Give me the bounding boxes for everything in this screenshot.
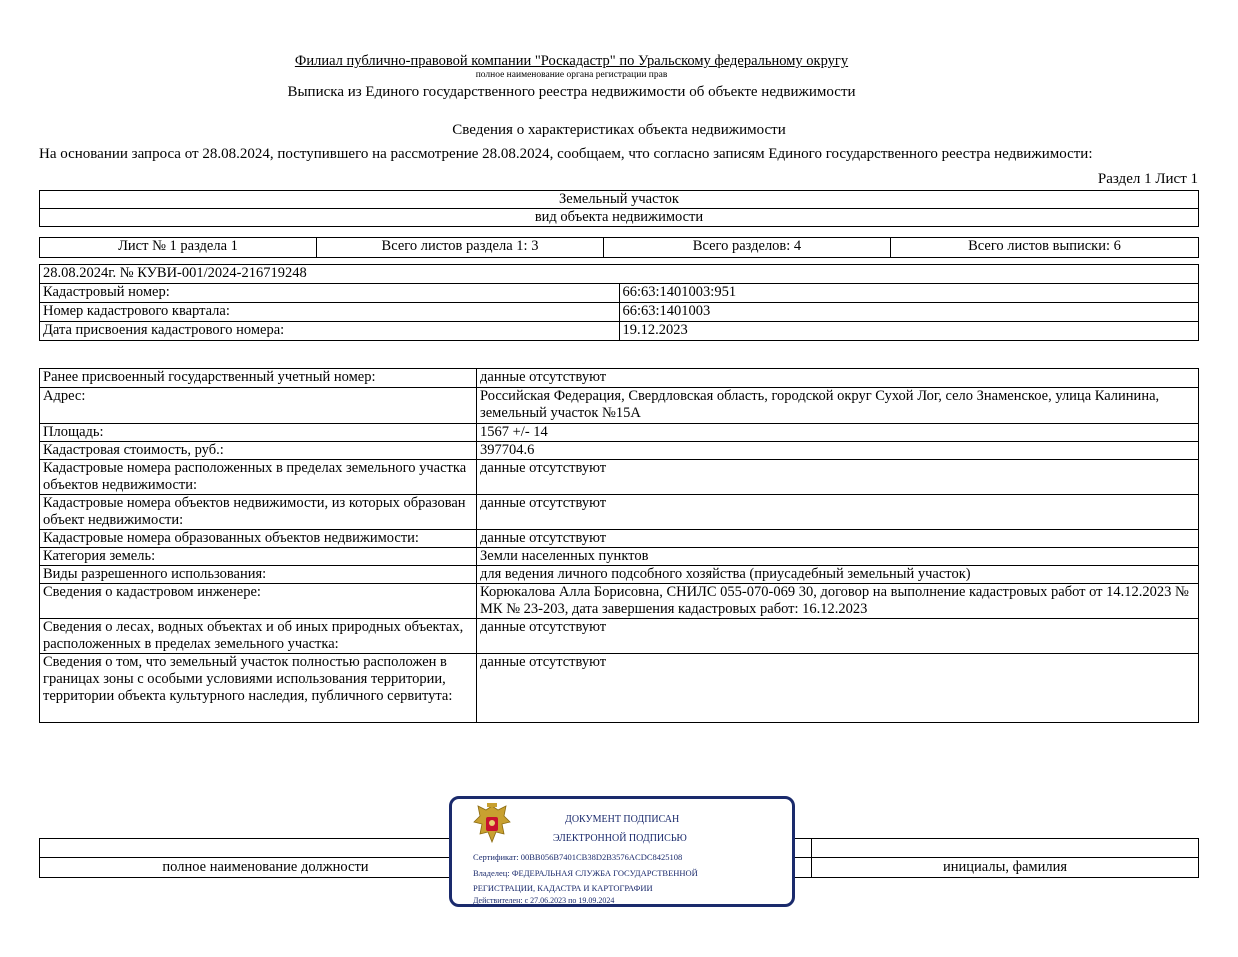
row-label: Сведения о кадастровом инженере:: [40, 584, 477, 619]
doc-title: Выписка из Единого государственного реестра недвижимости об объекте недвижимости: [287, 84, 856, 100]
row-value: Корюкалова Алла Борисовна, СНИЛС 055-070-069 30, договор на выполнение кадастровых работ от 14.12.2023 № МК № 23-203, дата завершения кадастровых работ: 16.12.2023: [477, 584, 1199, 619]
coat-of-arms-icon: [472, 802, 512, 846]
table-row: [40, 548, 1199, 566]
position-cell: [40, 839, 492, 858]
stamp-certificate: Сертификат: 00BB056B7401CB38D2B3576ACDC8425108: [473, 852, 683, 862]
stamp-line1: ДОКУМЕНТ ПОДПИСАН: [565, 814, 680, 825]
section-title: Сведения о характеристиках объекта недвижимости: [452, 122, 786, 138]
stamp-valid: Действителен: с 27.06.2023 по 19.09.2024: [473, 896, 615, 905]
table-row: [40, 424, 1199, 442]
row-value: 66:63:1401003: [619, 303, 1199, 322]
total-sections: Всего разделов: 4: [604, 238, 891, 258]
row-label: Кадастровая стоимость, руб.:: [40, 442, 477, 460]
stamp-owner: Владелец: ФЕДЕРАЛЬНАЯ СЛУЖБА ГОСУДАРСТВЕННОЙ: [473, 868, 698, 878]
sheet-number: Лист № 1 раздела 1: [40, 238, 317, 258]
table-row: [40, 322, 1199, 341]
name-cell: [812, 839, 1199, 858]
row-label: Кадастровые номера расположенных в пределах земельного участка объектов недвижимости:: [40, 460, 477, 495]
org-name: Филиал публично-правовой компании "Роскадастр" по Уральскому федеральному округу: [294, 53, 849, 69]
row-label: Сведения о лесах, водных объектах и об иных природных объектах, расположенных в пределах земельного участка:: [40, 619, 477, 654]
row-value: 1567 +/- 14: [477, 424, 1199, 442]
table-row: [40, 460, 1199, 495]
position-caption: полное наименование должности: [40, 858, 492, 878]
table-row: [40, 566, 1199, 584]
details-table: [39, 368, 1199, 723]
total-sheets-section: Всего листов раздела 1: 3: [317, 238, 604, 258]
doc-number: 28.08.2024г. № КУВИ-001/2024-216719248: [40, 265, 1199, 284]
row-value: Российская Федерация, Свердловская область, городской округ Сухой Лог, село Знаменское, улица Калинина, земельный участок №15А: [477, 388, 1199, 424]
row-value: Земли населенных пунктов: [477, 548, 1199, 566]
row-label: Кадастровый номер:: [40, 284, 620, 303]
table-row: [40, 584, 1199, 619]
table-row: [40, 495, 1199, 530]
ident-table: [39, 264, 1199, 341]
row-value: для ведения личного подсобного хозяйства (приусадебный земельный участок): [477, 566, 1199, 584]
object-type: Земельный участок: [40, 191, 1199, 209]
row-value: данные отсутствуют: [477, 654, 1199, 723]
row-value: 397704.6: [477, 442, 1199, 460]
row-value: 19.12.2023: [619, 322, 1199, 341]
row-label: Площадь:: [40, 424, 477, 442]
row-label: Сведения о том, что земельный участок полностью расположен в границах зоны с особыми условиями использования территории, территории объекта культурного наследия, публичного сервитута:: [40, 654, 477, 723]
row-value: данные отсутствуют: [477, 460, 1199, 495]
e-signature-stamp: [449, 796, 795, 907]
object-type-caption: вид объекта недвижимости: [40, 209, 1199, 227]
intro-text: На основании запроса от 28.08.2024, поступившего на рассмотрение 28.08.2024, сообщаем, что согласно записям Единого государственного реестра недвижимости:: [39, 146, 1093, 162]
object-type-table: [39, 190, 1199, 227]
table-row: [40, 654, 1199, 723]
table-row: [40, 619, 1199, 654]
sheets-table: [39, 237, 1199, 258]
row-label: Кадастровые номера объектов недвижимости, из которых образован объект недвижимости:: [40, 495, 477, 530]
row-label: Номер кадастрового квартала:: [40, 303, 620, 322]
table-row: [40, 284, 1199, 303]
table-row: [40, 388, 1199, 424]
table-row: [40, 303, 1199, 322]
stamp-owner2: РЕГИСТРАЦИИ, КАДАСТРА И КАРТОГРАФИИ: [473, 883, 653, 893]
row-value: данные отсутствуют: [477, 369, 1199, 388]
name-caption: инициалы, фамилия: [812, 858, 1199, 878]
row-value: данные отсутствуют: [477, 619, 1199, 654]
table-row: [40, 442, 1199, 460]
row-value: 66:63:1401003:951: [619, 284, 1199, 303]
row-label: Ранее присвоенный государственный учетный номер:: [40, 369, 477, 388]
table-row: [40, 530, 1199, 548]
row-label: Адрес:: [40, 388, 477, 424]
row-value: данные отсутствуют: [477, 530, 1199, 548]
stamp-line2: ЭЛЕКТРОННОЙ ПОДПИСЬЮ: [553, 833, 687, 844]
row-label: Кадастровые номера образованных объектов недвижимости:: [40, 530, 477, 548]
org-caption: полное наименование органа регистрации прав: [475, 70, 668, 80]
row-label: Категория земель:: [40, 548, 477, 566]
row-label: Дата присвоения кадастрового номера:: [40, 322, 620, 341]
sheet-ref: Раздел 1 Лист 1: [1097, 171, 1198, 187]
row-value: данные отсутствуют: [477, 495, 1199, 530]
total-sheets-extract: Всего листов выписки: 6: [891, 238, 1199, 258]
row-label: Виды разрешенного использования:: [40, 566, 477, 584]
table-row: [40, 369, 1199, 388]
